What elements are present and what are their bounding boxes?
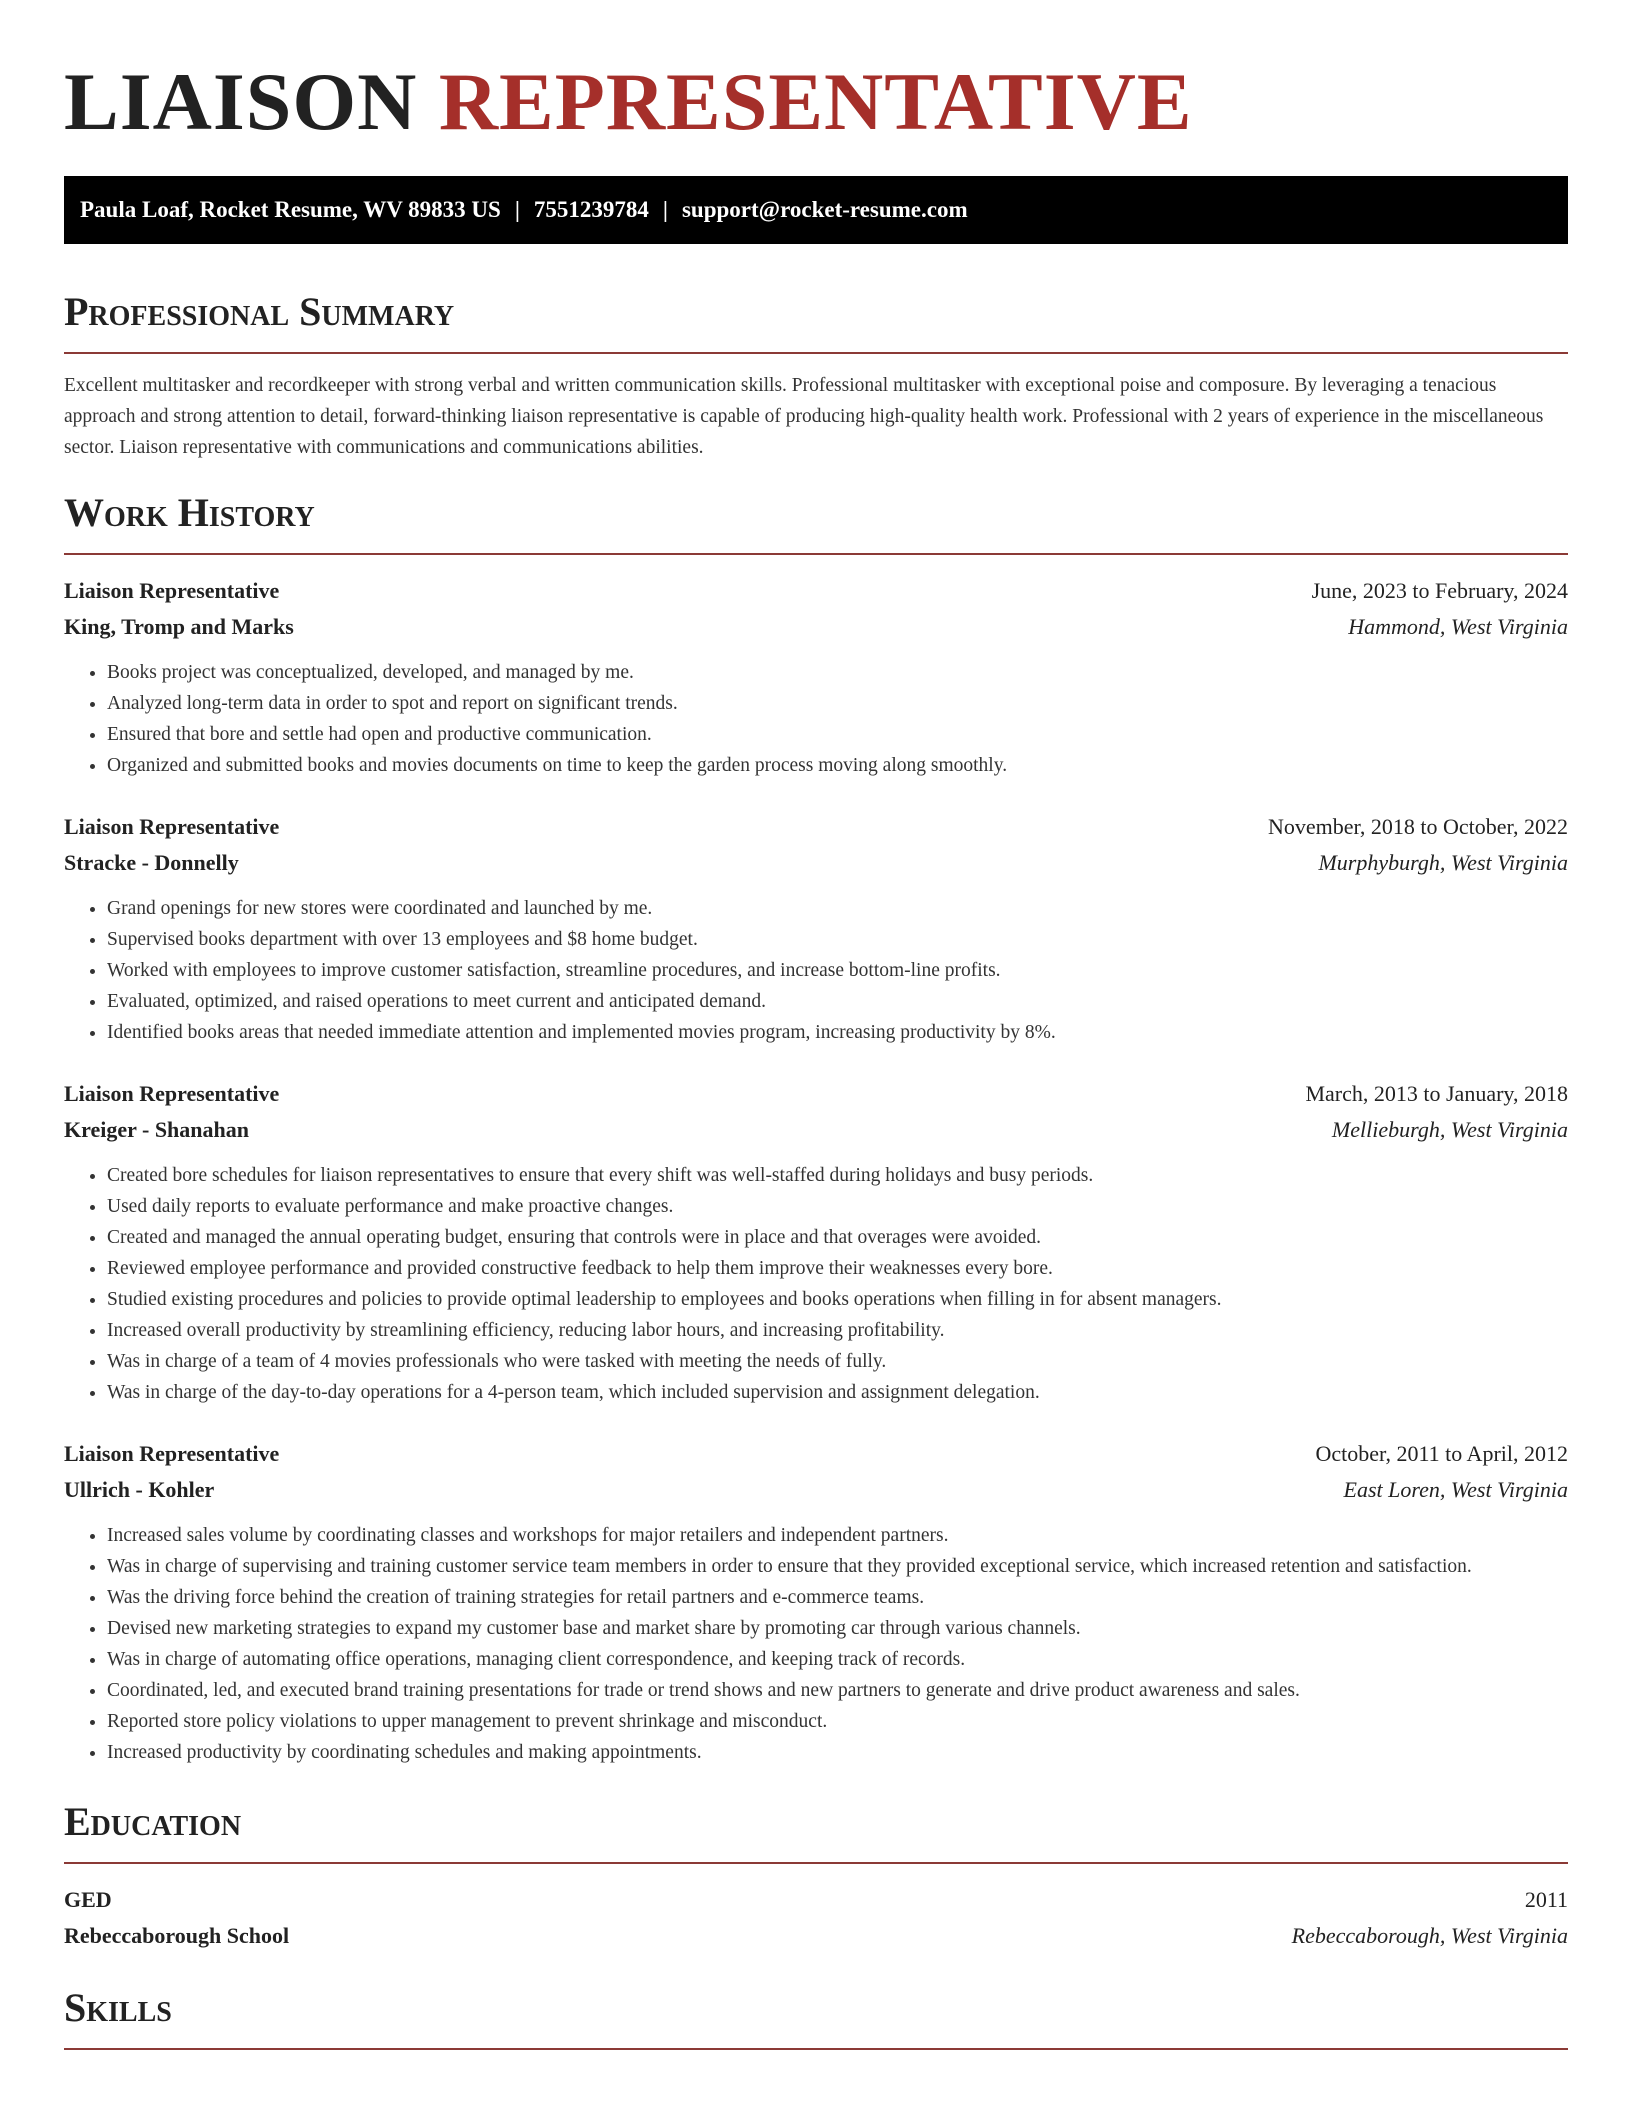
job-entry bbox=[64, 1436, 1568, 1768]
job-dates: June, 2023 to February, 2024 bbox=[1311, 578, 1568, 603]
job-title: Liaison Representative bbox=[64, 1081, 280, 1106]
contact-separator: | bbox=[662, 197, 668, 222]
job-bullet: • Was in charge of the day-to-day operations for a 4-person team, which included supervision and assignment delegation. bbox=[107, 1377, 1568, 1408]
summary-section bbox=[64, 288, 1568, 463]
section-divider bbox=[64, 1862, 1568, 1864]
job-company: Ullrich - Kohler bbox=[64, 1477, 215, 1502]
education-section bbox=[64, 1798, 1568, 1954]
job-bullet: • Was in charge of a team of 4 movies professionals who were tasked with meeting the needs of fully. bbox=[107, 1346, 1568, 1377]
job-bullet: • Devised new marketing strategies to expand my customer base and market share by promoting car through various channels. bbox=[107, 1613, 1568, 1644]
job-bullet: • Created and managed the annual operating budget, ensuring that controls were in place and that overages were avoided. bbox=[107, 1222, 1568, 1253]
job-bullet: • Studied existing procedures and policies to provide optimal leadership to employees and books operations when filling in for absent managers. bbox=[107, 1284, 1568, 1315]
job-bullets bbox=[64, 1520, 1568, 1768]
job-bullet: • Was the driving force behind the creation of training strategies for retail partners and e-commerce teams. bbox=[107, 1582, 1568, 1613]
job-bullet: • Was in charge of supervising and training customer service team members in order to ensure that they provided exceptional service, which increased retention and satisfaction. bbox=[107, 1551, 1568, 1582]
section-divider bbox=[64, 553, 1568, 555]
education-degree: GED bbox=[64, 1887, 112, 1912]
contact-phone: 7551239784 bbox=[533, 197, 649, 222]
contact-separator: | bbox=[514, 197, 520, 222]
job-bullet: • Ensured that bore and settle had open and productive communication. bbox=[107, 719, 1568, 750]
job-bullet: • Increased overall productivity by streamlining efficiency, reducing labor hours, and increasing profitability. bbox=[107, 1315, 1568, 1346]
job-bullet: • Increased productivity by coordinating schedules and making appointments. bbox=[107, 1737, 1568, 1768]
education-school: Rebeccaborough School bbox=[64, 1923, 290, 1948]
job-bullets bbox=[64, 1160, 1568, 1408]
job-entry bbox=[64, 1076, 1568, 1408]
job-company: Stracke - Donnelly bbox=[64, 850, 239, 875]
job-bullet: • Books project was conceptualized, developed, and managed by me. bbox=[107, 657, 1568, 688]
section-divider bbox=[64, 2048, 1568, 2050]
resume-title bbox=[64, 0, 1568, 146]
job-company: Kreiger - Shanahan bbox=[64, 1117, 249, 1142]
summary-text: Excellent multitasker and recordkeeper with strong verbal and written communication skills. Professional multitasker with exceptional poise and composure. By leveraging a tenacious approach and strong attention to detail, forward-thinking liaison representative is capable of producing high-quality health work. Professional with 2 years of experience in the miscellaneous sector. Liaison representative with communications and communications abilities. bbox=[64, 375, 1544, 458]
job-location: Hammond, West Virginia bbox=[1348, 614, 1568, 639]
work-history-section bbox=[64, 489, 1568, 1768]
job-location: East Loren, West Virginia bbox=[1343, 1477, 1568, 1502]
title-second-word: REPRESENTATIVE bbox=[438, 56, 1193, 147]
summary-heading: Professional Summary bbox=[64, 289, 455, 334]
title-first-word: LIAISON bbox=[64, 56, 418, 147]
job-bullet: • Organized and submitted books and movies documents on time to keep the garden process moving along smoothly. bbox=[107, 750, 1568, 781]
job-bullet: • Reviewed employee performance and provided constructive feedback to help them improve their weaknesses every bore. bbox=[107, 1253, 1568, 1284]
job-title: Liaison Representative bbox=[64, 1441, 280, 1466]
job-bullet: • Used daily reports to evaluate performance and make proactive changes. bbox=[107, 1191, 1568, 1222]
contact-email: support@rocket-resume.com bbox=[681, 197, 968, 222]
skills-section bbox=[64, 1984, 1568, 2050]
job-title: Liaison Representative bbox=[64, 814, 280, 839]
job-location: Mellieburgh, West Virginia bbox=[1331, 1117, 1568, 1142]
job-title: Liaison Representative bbox=[64, 578, 280, 603]
job-bullet: • Identified books areas that needed immediate attention and implemented movies program, increasing productivity by 8%. bbox=[107, 1017, 1568, 1048]
contact-address: Paula Loaf, Rocket Resume, WV 89833 US bbox=[80, 197, 501, 222]
job-bullet: • Worked with employees to improve customer satisfaction, streamline procedures, and increase bottom-line profits. bbox=[107, 955, 1568, 986]
job-bullets bbox=[64, 657, 1568, 781]
job-bullet: • Grand openings for new stores were coordinated and launched by me. bbox=[107, 893, 1568, 924]
skills-heading: Skills bbox=[64, 1985, 172, 2030]
education-year: 2011 bbox=[1524, 1887, 1568, 1912]
job-entry bbox=[64, 573, 1568, 781]
contact-bar bbox=[64, 176, 1568, 244]
job-company: King, Tromp and Marks bbox=[64, 614, 294, 639]
education-heading: Education bbox=[64, 1799, 242, 1844]
job-bullet: • Created bore schedules for liaison representatives to ensure that every shift was well-staffed during holidays and busy periods. bbox=[107, 1160, 1568, 1191]
job-dates: March, 2013 to January, 2018 bbox=[1305, 1081, 1568, 1106]
job-entry bbox=[64, 809, 1568, 1048]
job-bullet: • Was in charge of automating office operations, managing client correspondence, and keeping track of records. bbox=[107, 1644, 1568, 1675]
job-bullet: • Increased sales volume by coordinating classes and workshops for major retailers and independent partners. bbox=[107, 1520, 1568, 1551]
job-bullets bbox=[64, 893, 1568, 1048]
job-location: Murphyburgh, West Virginia bbox=[1318, 850, 1568, 875]
section-divider bbox=[64, 352, 1568, 354]
job-bullet: • Evaluated, optimized, and raised operations to meet current and anticipated demand. bbox=[107, 986, 1568, 1017]
job-bullet: • Analyzed long-term data in order to spot and report on significant trends. bbox=[107, 688, 1568, 719]
job-bullet: • Reported store policy violations to upper management to prevent shrinkage and misconduct. bbox=[107, 1706, 1568, 1737]
job-bullet: • Supervised books department with over 13 employees and $8 home budget. bbox=[107, 924, 1568, 955]
work-history-heading: Work History bbox=[64, 490, 315, 535]
job-dates: November, 2018 to October, 2022 bbox=[1267, 814, 1568, 839]
education-entry bbox=[64, 1882, 1568, 1954]
job-bullet: • Coordinated, led, and executed brand training presentations for trade or trend shows and new partners to generate and drive product awareness and sales. bbox=[107, 1675, 1568, 1706]
education-location: Rebeccaborough, West Virginia bbox=[1291, 1923, 1568, 1948]
job-dates: October, 2011 to April, 2012 bbox=[1315, 1441, 1568, 1466]
